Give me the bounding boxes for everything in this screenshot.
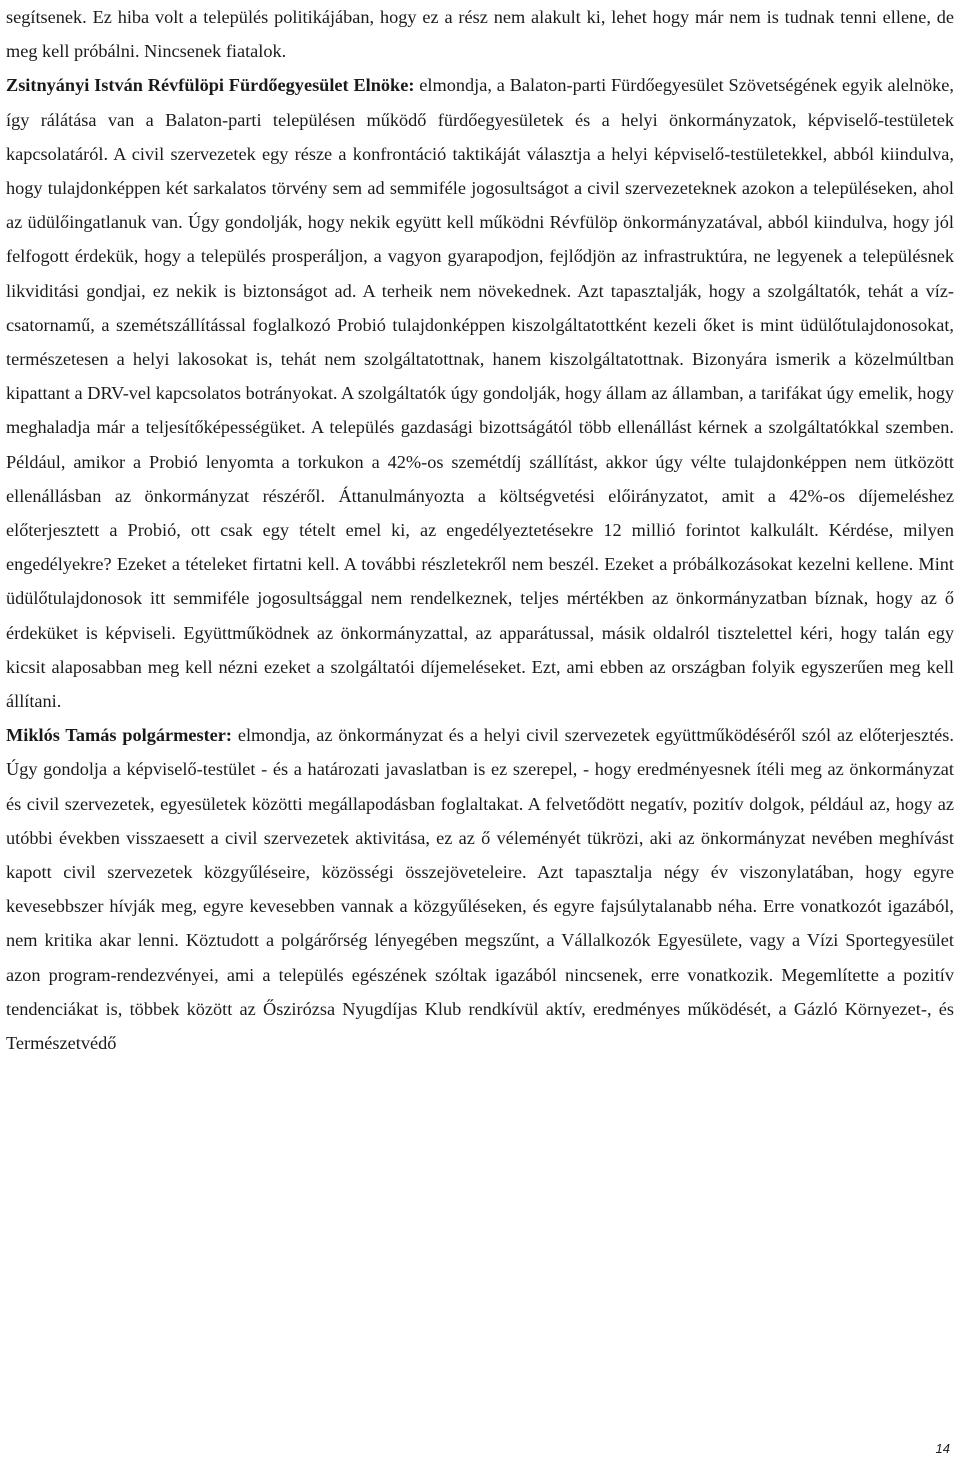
speaker-name: Zsitnyányi István Révfülöpi Fürdőegyesület Elnöke: [6, 75, 415, 96]
speaker-name: Miklós Tamás polgármester: [6, 725, 232, 746]
speaker-statement: elmondja, az önkormányzat és a helyi civil szervezetek együttműködéséről szól az előterjesztés. Úgy gondolja a képviselő-testület - és a határozati javaslatban is ez szerepel, - hogy eredményesnek ítéli meg az önkormányzat és civil szervezetek, egyesületek közötti megállapodásban foglaltakat. A felvetődött negatív, pozitív dolgok, például az, hogy az utóbbi években visszaesett a civil szervezetek aktivitása, ez az ő véleményét tükrözi, aki az önkormányzat nevében meghívást kapott civil szervezetek közgyűléseire, közösségi összejöveteleire. Azt tapasztalja négy év viszonylatában, hogy egyre kevesebbszer hívják meg, egyre kevesebben vannak a közgyűléseken, és egyre fajsúlytalanabb néha. Erre vonatkozót igazából, nem kritika akar lenni. Köztudott a polgárőrség lényegében megszűnt, a Vállalkozók Egyesülete, vagy a Vízi Sportegyesület azon program-rendezvényei, ami a település egészének szóltak igazából nincsenek, erre vonatkozik. Megemlítette a pozitív tendenciákat is, többek között az Őszirózsa Nyugdíjas Klub rendkívül aktív, eredményes működését, a Gázló Környezet-, és Természetvédő [6, 725, 954, 1054]
body-text [6, 0, 954, 1060]
page-number: 14 [935, 1441, 950, 1456]
speaker-statement: elmondja, a Balaton-parti Fürdőegyesület Szövetségének egyik alelnöke, így rálátása van a Balaton-parti településen működő fürdőegyesületek és a helyi önkormányzatok, képviselő-testületek kapcsolatáról. A civil szervezetek egy része a konfrontáció taktikáját választja a helyi képviselő-testületekkel, abból kiindulva, hogy tulajdonképpen két sarkalatos törvény sem ad semmiféle jogosultságot a civil szervezeteknek azokon a településeken, ahol az üdülőingatlanuk van. Úgy gondolják, hogy nekik együtt kell működni Révfülöp önkormányzatával, abból kiindulva, hogy jól felfogott érdekük, hogy a település prosperáljon, a vagyon gyarapodjon, fejlődjön az infrastruktúra, ne legyenek a településnek likviditási gondjai, ez nekik is biztonságot ad. A terheik nem növekednek. Azt tapasztalják, hogy a szolgáltatók, tehát a víz- csatornamű, a szemétszállítással foglalkozó Probió tulajdonképpen kiszolgáltatottként kezeli őket is mint üdülőtulajdonosokat, természetesen a helyi lakosokat is, tehát nem szolgáltatottnak, hanem kiszolgáltatottnak. Bizonyára ismerik a közelmúltban kipattant a DRV-vel kapcsolatos botrányokat. A szolgáltatók úgy gondolják, hogy állam az államban, a tarifákat úgy emelik, hogy meghaladja már a teljesítőképességüket. A település gazdasági bizottságától több ellenállást kérnek a szolgáltatókkal szemben. Például, amikor a Probió lenyomta a torkukon a 42%-os szemétdíj szállítást, akkor úgy vélte tulajdonképpen nem ütközött ellenállásban az önkormányzat részéről. Áttanulmányozta a költségvetési előirányzatot, amit a 42%-os díjemeléshez előterjesztett a Probió, ott csak egy tételt emel ki, az engedélyeztetésekre 12 millió forintot kalkulált. Kérdése, milyen engedélyekre? Ezeket a tételeket firtatni kell. A további részletekről nem beszél. Ezeket a próbálkozásokat kezelni kellene. Mint üdülőtulajdonosok itt semmiféle jogosultsággal nem rendelkeznek, teljes mértékben az önkormányzatban bíznak, hogy az ő érdeküket is képviseli. Együttműködnek az önkormányzattal, az apparátussal, másik oldalról tisztelettel kéri, hogy talán egy kicsit alaposabban meg kell nézni ezeket a szolgáltatói díjemeléseket. Ezt, ami ebben az országban folyik egyszerűen meg kell állítani. [6, 75, 954, 712]
paragraph-continuation: segítsenek. Ez hiba volt a település politikájában, hogy ez a rész nem alakult ki, lehet hogy már nem is tudnak tenni ellene, de meg kell próbálni. Nincsenek fiatalok. [6, 7, 954, 62]
document-page [6, 0, 954, 1460]
